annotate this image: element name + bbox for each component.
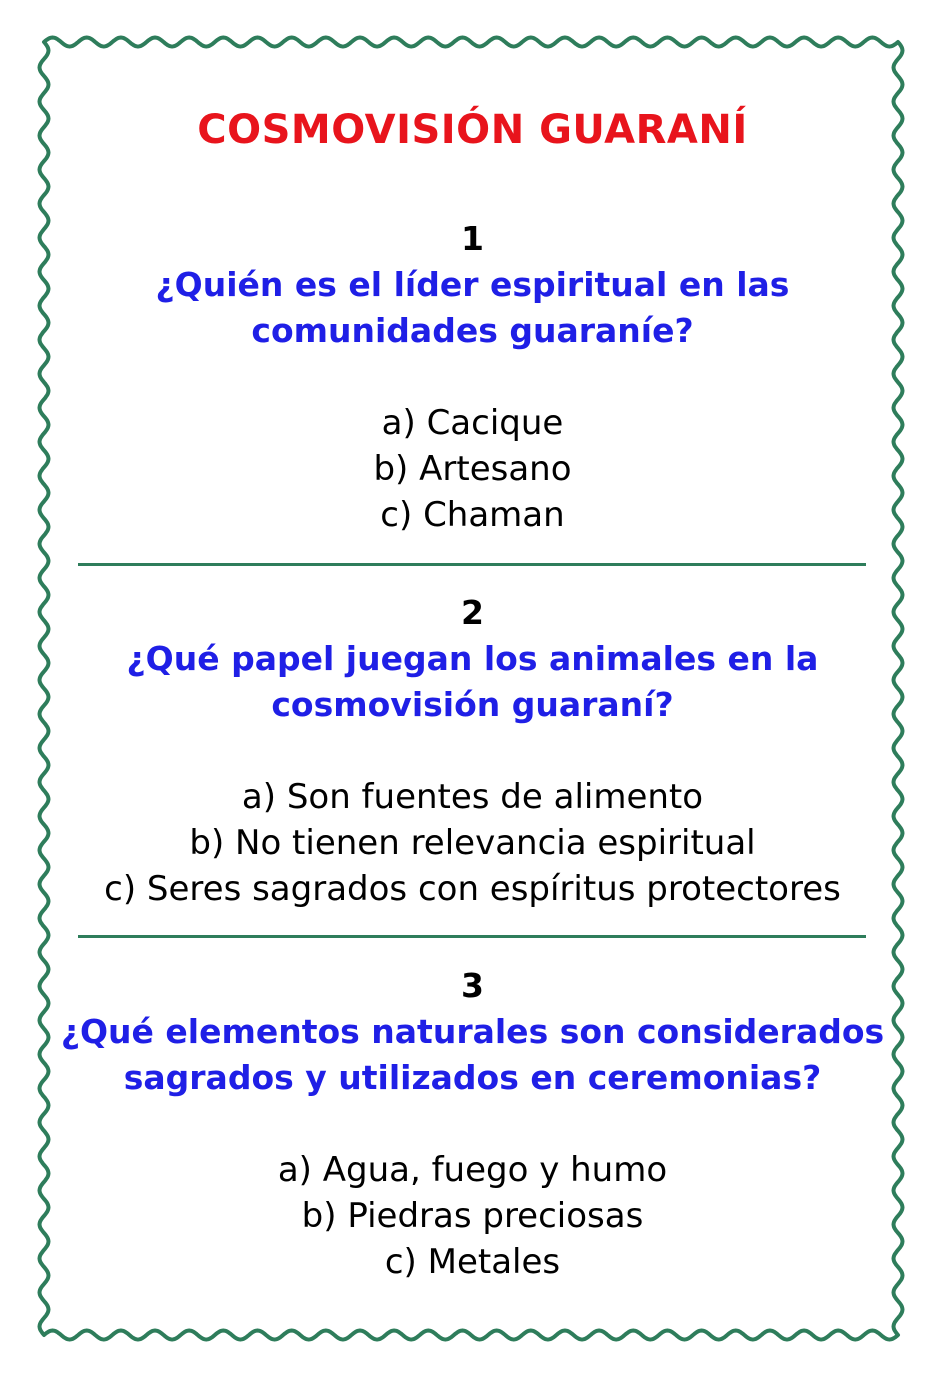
option-a: a) Son fuentes de alimento [241,777,704,817]
question-text: ¿Quién es el líder espiritual en las comunidades guaraníe? [155,265,790,350]
option-c: c) Chaman [380,495,565,535]
option-b: b) Artesano [373,449,572,489]
page-title: COSMOVISIÓN GUARANÍ [197,107,748,153]
option-a: a) Agua, fuego y humo [277,1150,668,1190]
option-c: c) Metales [384,1242,561,1282]
option-a: a) Cacique [381,403,564,443]
question-number: 3 [461,966,484,1005]
section-divider [78,563,866,566]
option-b: b) No tienen relevancia espiritual [189,823,756,863]
section-divider [78,935,866,938]
answer-options [60,1147,885,1285]
question-number: 1 [461,219,484,258]
option-c: c) Seres sagrados con espíritus protectores [104,869,841,909]
question-block-2 [60,590,885,912]
question-text: ¿Qué elementos naturales son considerados sagrados y utilizados en ceremonias? [60,1012,885,1097]
question-number: 2 [461,593,484,632]
question-block-3 [60,963,885,1285]
option-b: b) Piedras preciosas [301,1196,644,1236]
answer-options [60,774,885,912]
question-block-1 [60,216,885,538]
answer-options [60,400,885,538]
question-text: ¿Qué papel juegan los animales en la cosmovisión guaraní? [126,639,819,724]
